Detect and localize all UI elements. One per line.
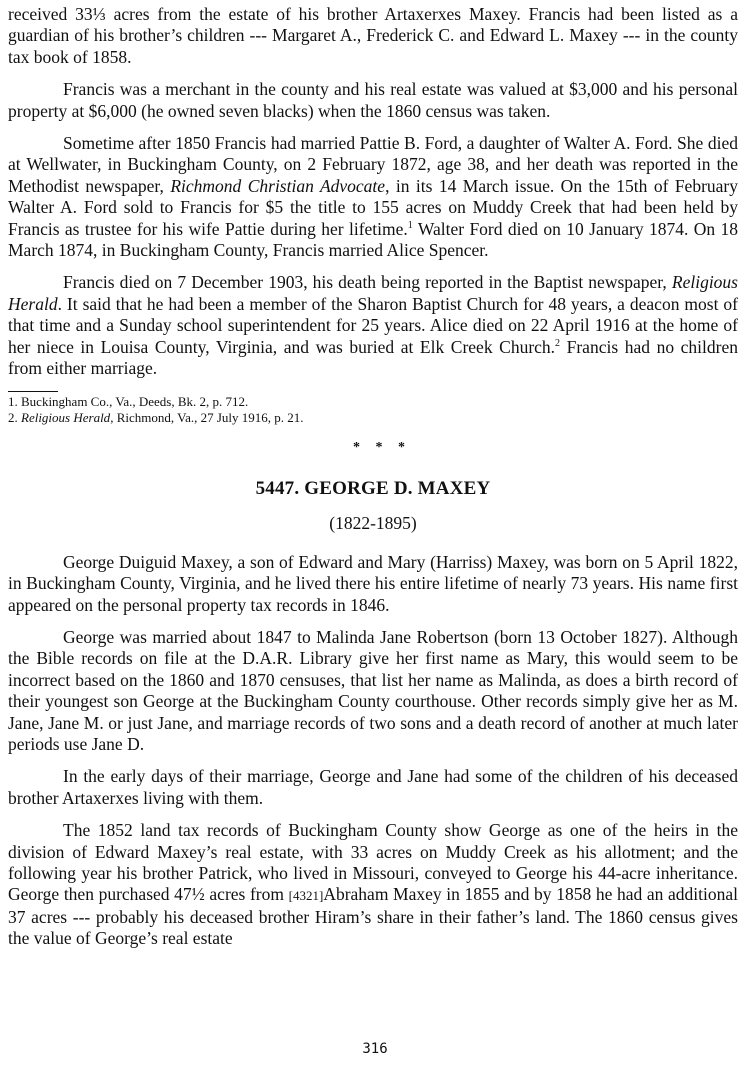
paragraph: [8, 79, 738, 122]
text-run: 2.: [8, 410, 21, 425]
italic-text: Religious Herald: [8, 272, 738, 314]
footnote-marker: 2: [555, 337, 561, 349]
paragraph: [8, 627, 738, 755]
text-run: Sometime after 1850 Francis had married Pattie B. Ford, a daughter of Walter A. Ford. She died at Wellwater, in Buckingham County, on 2 February 1872, age 38, and her death was reported in the Methodist newspaper,: [8, 133, 738, 196]
document-page: [8, 4, 738, 961]
section-dates: (1822-1895): [329, 513, 417, 534]
paragraph: [8, 820, 738, 949]
text-run: Francis was a merchant in the county and his real estate was valued at $3,000 and his personal property at $6,000 (he owned seven blacks) when the 1860 census was taken.: [8, 79, 738, 121]
paragraph: [8, 4, 738, 68]
text-run: Walter Ford died on 10 January 1874. On 18 March 1874, in Buckingham County, Francis married Alice Spencer.: [8, 218, 738, 261]
text-run: The 1852 land tax records of Buckingham County show George as one of the heirs in the division of Edward Maxey’s real estate, with 33 acres on Muddy Creek as his allotment; and the following year his brother Patrick, who lived in Missouri, conveyed to George his 44-acre inheritance. George then purchased 47½ acres from: [8, 820, 738, 905]
text-run: Francis had no children from either marriage.: [8, 336, 738, 379]
paragraph: [8, 133, 738, 261]
footnote-rule: [8, 391, 58, 392]
page-number: 316: [362, 1041, 388, 1057]
paragraph: [8, 272, 738, 379]
body-text-top: [8, 4, 738, 380]
paragraph: [8, 552, 738, 616]
text-run: received 33⅓ acres from the estate of his brother Artaxerxes Maxey. Francis had been listed as a guardian of his brother’s children --- Margaret A., Frederick C. and Edward L. Maxey --- in the county tax book of 1858.: [8, 4, 738, 67]
footnote: [8, 410, 738, 427]
text-run: George was married about 1847 to Malinda Jane Robertson (born 13 October 1827). Although the Bible records on file at the D.A.R. Library give her first name as Mary, this would seem to be incorrect based on the 1860 and 1870 censuses, that list her name as Malinda, as does a birth record of their youngest son George at the Buckingham County courthouse. Other records simply give her as M. Jane, Jane M. or just Jane, and marriage records of two sons and a death record of another at much later periods use Jane D.: [8, 626, 738, 754]
body-text-bottom: [8, 552, 738, 950]
italic-text: Religious Herald: [21, 410, 111, 425]
footnote: [8, 394, 738, 411]
section-separator: * * *: [353, 439, 411, 455]
text-run: , Richmond, Va., 27 July 1916, p. 21.: [110, 410, 304, 425]
text-run: 1. Buckingham Co., Va., Deeds, Bk. 2, p. 712.: [8, 393, 249, 409]
text-run: Abraham Maxey in 1855 and by 1858 he had an additional 37 acres --- probably his deceased brother Hiram’s share in their father’s land. The 1860 census gives the value of George’s real estate: [8, 884, 739, 949]
italic-text: Richmond Christian Advocate: [170, 175, 386, 196]
text-run: George Duiguid Maxey, a son of Edward and Mary (Harriss) Maxey, was born on 5 April 1822, in Buckingham County, Virginia, and he lived there his entire lifetime of nearly 73 years. His name first appeared on the personal property tax records in 1846.: [8, 551, 738, 615]
text-run: , in its 14 March issue. On the 15th of February Walter A. Ford sold to Francis for $5 the title to 155 acres on Muddy Creek that had been held by Francis as trustee for his wife Pattie during her lifetime.: [8, 175, 739, 239]
reference-number: [4321]: [288, 888, 324, 904]
text-run: In the early days of their marriage, George and Jane had some of the children of his deceased brother Artaxerxes living with them.: [8, 766, 738, 808]
section-title: 5447. GEORGE D. MAXEY: [255, 477, 491, 499]
paragraph: [8, 766, 738, 809]
footnote-marker: 1: [407, 219, 413, 231]
footnotes: [8, 394, 738, 427]
text-run: . It said that he had been a member of the Sharon Baptist Church for 48 years, a deacon most of that time and a Sunday school superintendent for 25 years. Alice died on 22 April 1916 at the home of her niece in Louisa County, Virginia, and was buried at Elk Creek Church.: [8, 293, 738, 357]
text-run: Francis died on 7 December 1903, his death being reported in the Baptist newspaper,: [63, 272, 672, 293]
